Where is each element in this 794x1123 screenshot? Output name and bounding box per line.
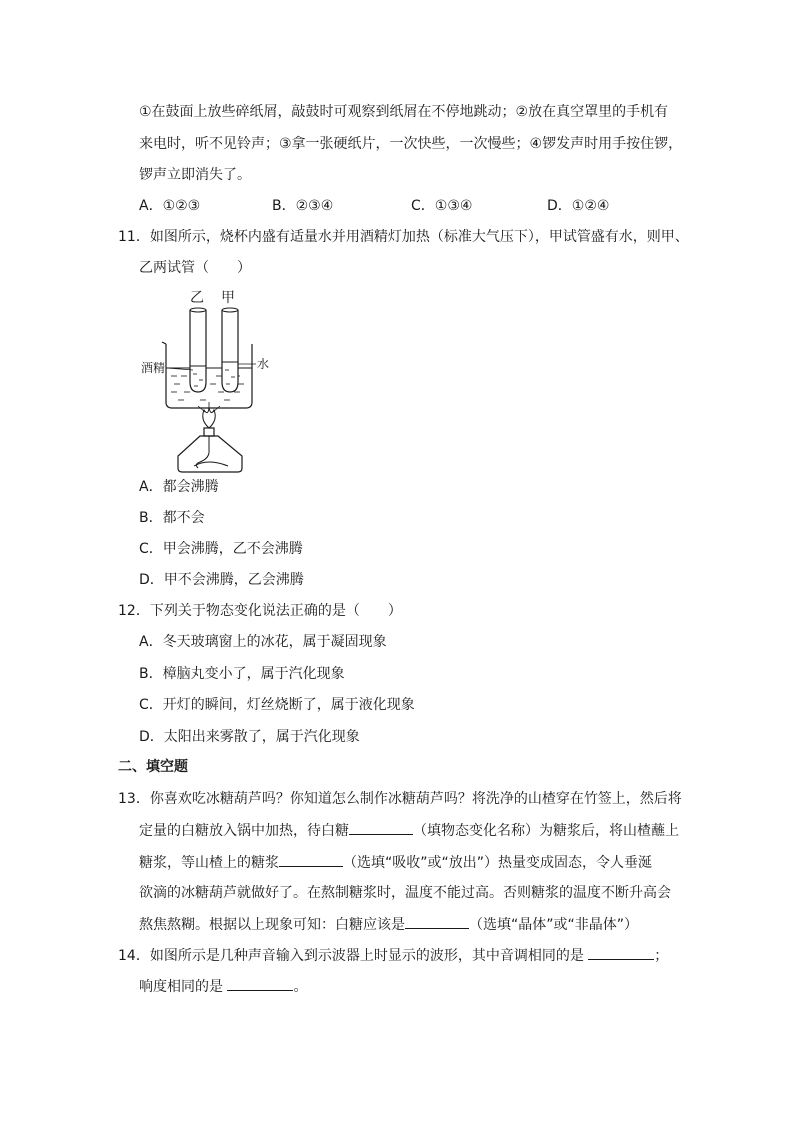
- q14-line-2: [139, 976, 307, 997]
- q11-option-d[interactable]: D．甲不会沸腾，乙会沸腾: [139, 572, 304, 588]
- q10-line-1: ①在鼓面上放些碎纸屑，敲鼓时可观察到纸屑在不停地跳动；②放在真空罩里的手机有: [139, 104, 669, 120]
- q14-line-2-text-b: 。: [293, 979, 308, 995]
- q13-blank-3[interactable]: [405, 914, 469, 929]
- flame: [203, 408, 215, 428]
- q13-line-3-text-a: 糖浆，等山楂上的糖浆: [139, 855, 279, 871]
- label-alcohol: 酒精: [141, 361, 166, 375]
- q11-option-c[interactable]: C．甲会沸腾，乙不会沸腾: [139, 541, 303, 557]
- q12-option-b[interactable]: B．樟脑丸变小了，属于汽化现象: [139, 666, 345, 682]
- q11-line-2: 乙两试管（ ）: [139, 260, 251, 276]
- q13-line-4: 欲滴的冰糖葫芦就做好了。在熬制糖浆时，温度不能过高。否则糖浆的温度不断升高会: [139, 885, 671, 901]
- q14-line-2-text-a: 响度相同的是: [139, 979, 228, 995]
- q14-blank-1[interactable]: [588, 945, 654, 960]
- q10-option-a[interactable]: A．①②③: [139, 198, 201, 214]
- q10-option-c[interactable]: C．①③④: [411, 198, 473, 214]
- q12-option-d[interactable]: D．太阳出来雾散了，属于汽化现象: [139, 729, 360, 745]
- q14-blank-2[interactable]: [227, 976, 293, 991]
- q10-option-b[interactable]: B．②③④: [272, 198, 334, 214]
- alcohol-lamp: [178, 436, 242, 472]
- q13-line-2-text-a: 定量的白糖放入锅中加热，待白糖: [139, 823, 349, 839]
- q13-line-1: 13．你喜欢吃冰糖葫芦吗？你知道怎么制作冰糖葫芦吗？将洗净的山楂穿在竹签上，然后将: [118, 791, 682, 807]
- test-tube-yi: [190, 310, 206, 392]
- test-tube-jia: [222, 310, 238, 392]
- q13-line-5-text-a: 熬焦熬糊。根据以上现象可知：白糖应该是: [139, 917, 405, 933]
- label-jia: 甲: [221, 290, 235, 306]
- q10-line-3: 锣声立即消失了。: [139, 167, 251, 183]
- q12-option-c[interactable]: C．开灯的瞬间，灯丝烧断了，属于液化现象: [139, 697, 415, 713]
- q13-blank-2[interactable]: [279, 852, 343, 867]
- q13-line-2-text-b: （填物态变化名称）为糖浆后，将山楂蘸上: [413, 823, 679, 839]
- q12-line-1: 12．下列关于物态变化说法正确的是（ ）: [118, 603, 402, 619]
- q14-line-1-text-b: ；: [654, 948, 669, 964]
- label-yi: 乙: [190, 290, 204, 306]
- q13-line-5-text-b: （选填“晶体”或“非晶体”）: [469, 917, 639, 933]
- q13-line-2: [139, 820, 679, 841]
- q11-option-a[interactable]: A．都会沸腾: [139, 479, 219, 495]
- lamp-wick-holder: [204, 428, 214, 436]
- q10-line-2: 来电时，听不见铃声；③拿一张硬纸片，一次快些，一次慢些；④锣发声时用手按住锣，: [139, 136, 683, 152]
- q13-blank-1[interactable]: [349, 820, 413, 835]
- q11-line-1: 11．如图所示，烧杯内盛有适量水并用酒精灯加热（标准大气压下），甲试管盛有水，则甲、: [118, 229, 689, 245]
- q13-line-3-text-b: （选填“吸收”或“放出”）热量变成固态，令人垂涎: [343, 855, 653, 871]
- q13-line-5: [139, 914, 638, 935]
- q12-option-a[interactable]: A．冬天玻璃窗上的冰花，属于凝固现象: [139, 634, 387, 650]
- q11-figure-beaker-diagram: [138, 282, 278, 477]
- q10-options: [139, 196, 699, 216]
- q13-line-3: [139, 852, 652, 873]
- q10-option-d[interactable]: D．①②④: [547, 198, 610, 214]
- q14-line-1: [118, 945, 668, 966]
- q14-line-1-text-a: 14．如图所示是几种声音输入到示波器上时显示的波形，其中音调相同的是: [118, 948, 589, 964]
- section-title-fill-in: 二、填空题: [118, 759, 188, 775]
- label-water: 水: [257, 357, 270, 371]
- q11-option-b[interactable]: B．都不会: [139, 510, 205, 526]
